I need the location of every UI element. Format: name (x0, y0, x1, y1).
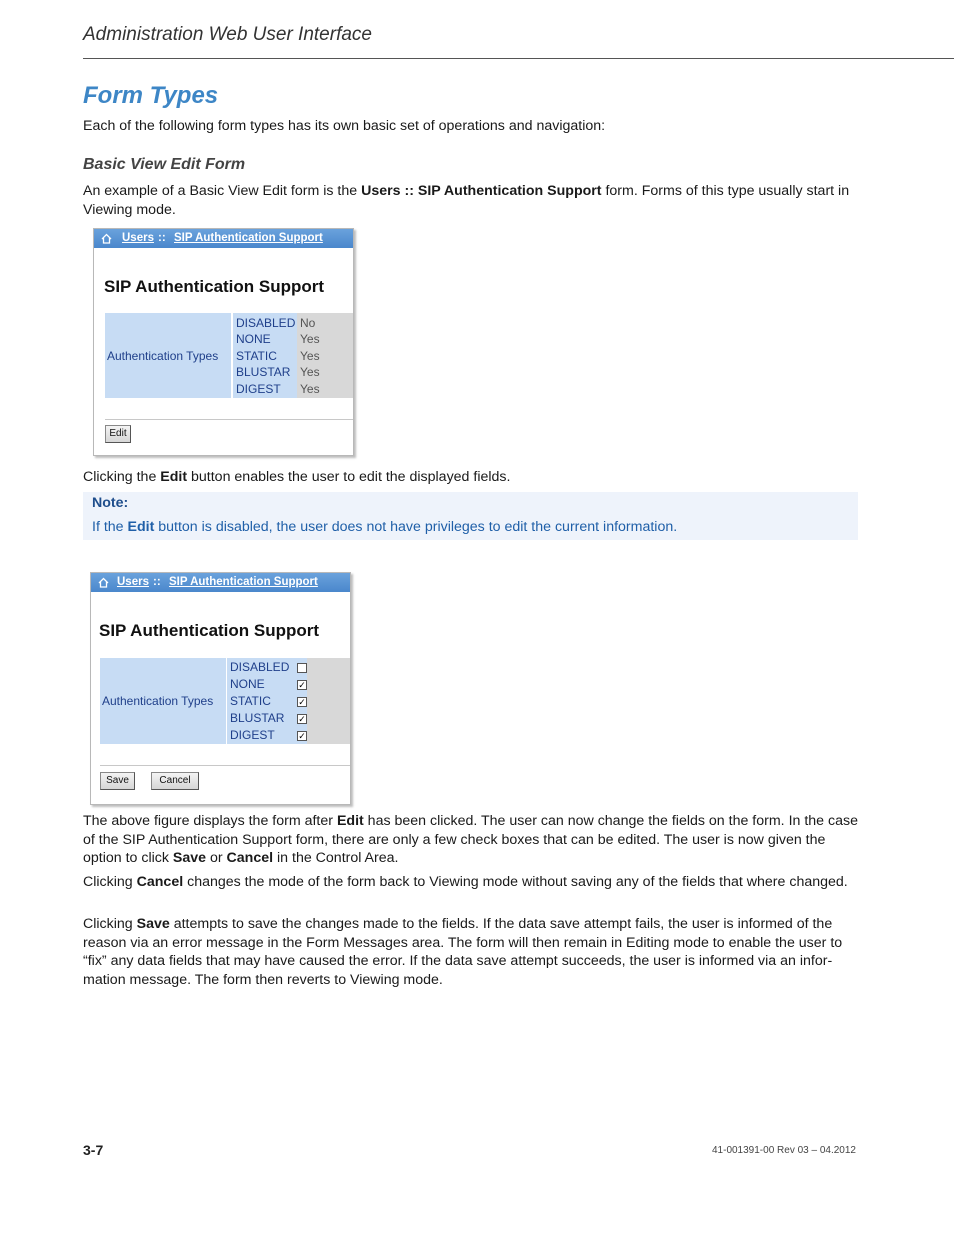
option-value-blustar: Yes (300, 365, 320, 379)
checkbox-static[interactable]: ✓ (298, 697, 306, 707)
option-name-digest: DIGEST (236, 382, 281, 396)
auth-types-label-cell (105, 313, 231, 398)
checkbox-none[interactable]: ✓ (298, 680, 306, 690)
option-name-disabled: DISABLED (236, 316, 296, 330)
auth-types-label-cell (100, 658, 226, 744)
section-intro: Each of the following form types has its own basic set of operations and navigation: (83, 118, 606, 134)
paragraph-edit-button: Clicking the Edit button enables the user to edit the displayed fields. (83, 469, 511, 485)
note-text: If the Edit button is disabled, the user does not have privileges to edit the current information. (92, 519, 678, 535)
note-title: Note: (92, 495, 129, 511)
form-breadcrumb-bar (94, 229, 353, 248)
save-button[interactable]: Save (100, 772, 135, 790)
paragraph-example-intro: An example of a Basic View Edit form is the Users :: SIP Authentication Support form. Forms of this type usually start in Viewing mode. (83, 183, 850, 218)
option-name-digest: DIGEST (230, 728, 275, 742)
option-name-disabled: DISABLED (230, 660, 290, 674)
paragraph-cancel: Clicking Cancel changes the mode of the form back to Viewing mode without saving any of the fields that where changed. (83, 874, 848, 890)
form-heading: SIP Authentication Support (104, 277, 325, 296)
control-area-rule (105, 419, 353, 420)
form-heading: SIP Authentication Support (99, 621, 320, 640)
option-value-disabled: No (300, 316, 316, 330)
section-title: Form Types (83, 82, 219, 109)
running-header: Administration Web User Interface (83, 24, 372, 45)
checkbox-disabled[interactable] (297, 663, 307, 673)
breadcrumb-users-link[interactable]: Users (122, 232, 154, 244)
breadcrumb-separator: :: (158, 232, 166, 244)
option-name-static: STATIC (230, 694, 271, 708)
option-name-static: STATIC (236, 349, 277, 363)
form-breadcrumb-bar (91, 573, 350, 592)
option-name-none: NONE (236, 332, 271, 346)
edit-button[interactable]: Edit (105, 425, 131, 443)
option-name-blustar: BLUSTAR (230, 711, 285, 725)
paragraph-save: Clicking Save attempts to save the changes made to the fields. If the data save attempt fails, the user is informed of the reason via an error message in the Form Messages area. The form will then remain in Editing mode to enable the user to “fix” any data fields that may have caused the error. If the data save attempt succeeds, the user is informed via an infor-mation message. The form then reverts to Viewing mode. (83, 916, 843, 988)
form-edit-screenshot (90, 572, 351, 805)
breadcrumb-users-link[interactable]: Users (117, 576, 149, 588)
option-value-digest: Yes (300, 382, 320, 396)
option-name-blustar: BLUSTAR (236, 365, 291, 379)
breadcrumb-page-link[interactable]: SIP Authentication Support (174, 232, 323, 244)
footer-doc-id: 41-001391-00 Rev 03 – 04.2012 (711, 1145, 856, 1156)
breadcrumb-separator: :: (153, 576, 161, 588)
auth-types-values-cell (233, 313, 353, 398)
header-rule (83, 58, 954, 59)
breadcrumb-page-link[interactable]: SIP Authentication Support (169, 576, 318, 588)
auth-types-label: Authentication Types (102, 694, 214, 708)
footer-page-number: 3-7 (83, 1142, 104, 1158)
note-box (83, 492, 858, 540)
checkbox-blustar[interactable]: ✓ (298, 714, 306, 724)
auth-types-values-cell (227, 658, 350, 744)
home-icon (98, 577, 109, 588)
auth-types-label: Authentication Types (107, 349, 219, 363)
option-value-none: Yes (300, 332, 320, 346)
paragraph-after-edit: The above figure displays the form after Edit has been clicked. The user can now change the fields on the form. In the case of the SIP Authentication Support form, there are only a few check boxes that can be edited. The user is now given the option to click Save or Cancel in the Control Area. (83, 813, 858, 867)
home-icon (101, 233, 112, 244)
option-name-none: NONE (230, 677, 265, 691)
subsection-title: Basic View Edit Form (83, 156, 246, 173)
option-value-static: Yes (300, 349, 320, 363)
checkbox-digest[interactable]: ✓ (298, 731, 306, 741)
control-area-rule (100, 765, 350, 766)
cancel-button[interactable]: Cancel (151, 772, 199, 790)
form-view-screenshot (93, 228, 354, 456)
